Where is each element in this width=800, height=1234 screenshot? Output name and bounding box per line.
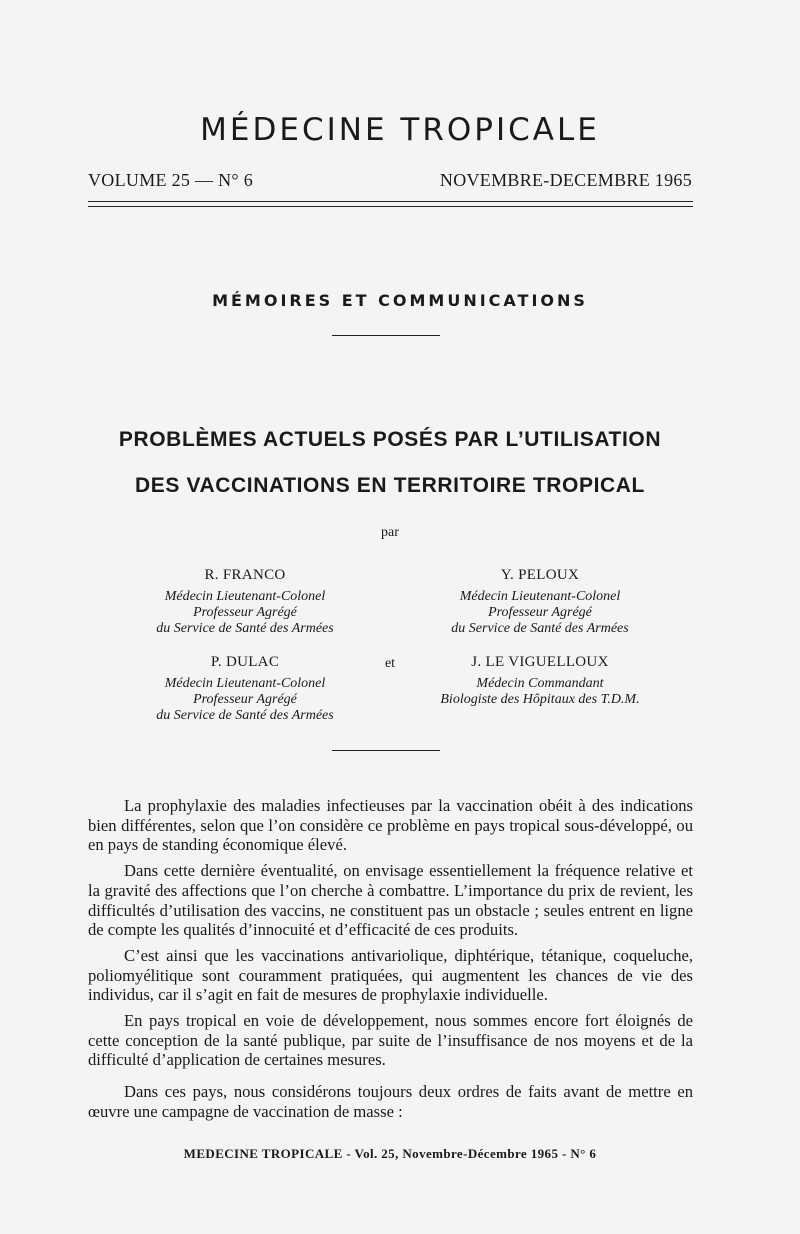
body-paragraph: Dans ces pays, nous considérons toujours deux ordres de faits avant de mettre en œuvre une campagne de vaccination de masse : (88, 1082, 693, 1121)
body-paragraph: C’est ainsi que les vaccinations antivariolique, diphtérique, tétanique, coqueluche, poliomyélitique sont couramment pratiquées, qui augmentent les chances de vie des individus, car il s’agit en fait de mesures de prophylaxie individuelle. (88, 945, 693, 1005)
body-paragraph: La prophylaxie des maladies infectieuses par la vaccination obéit à des indications bien différentes, selon que l’on considère ce problème en pays tropical sous-développé, ou en pays de standing économique élevé. (88, 796, 693, 855)
author-role: Biologiste des Hôpitaux des T.D.M. (440, 692, 640, 707)
author-block (400, 654, 680, 708)
article-body (88, 796, 693, 1128)
author-role: du Service de Santé des Armées (156, 621, 334, 636)
and-label: et (384, 656, 396, 671)
author-name: R. FRANCO (204, 567, 286, 583)
author-block (110, 654, 380, 724)
author-role: Professeur Agrégé (193, 692, 297, 707)
body-paragraph: En pays tropical en voie de développement, nous sommes encore fort éloignés de cette conception de la santé publique, par suite de l’insuffisance de nos moyens et de la difficulté d’application de certaines mesures. (88, 1011, 693, 1070)
author-block (400, 567, 680, 637)
author-name: J. LE VIGUELLOUX (471, 654, 609, 670)
article-title-line-1: PROBLÈMES ACTUELS POSÉS PAR L’UTILISATION (118, 428, 662, 451)
author-role: Médecin Commandant (476, 676, 604, 691)
author-role: Médecin Lieutenant-Colonel (164, 676, 326, 691)
section-heading: MÉMOIRES ET COMMUNICATIONS (212, 291, 588, 310)
page-footer: MEDECINE TROPICALE - Vol. 25, Novembre-Décembre 1965 - N° 6 (183, 1146, 597, 1161)
author-role: du Service de Santé des Armées (156, 708, 334, 723)
author-block (110, 567, 380, 637)
author-role: Professeur Agrégé (488, 605, 592, 620)
by-label: par (381, 525, 399, 540)
volume-number: VOLUME 25 — N° 6 (88, 170, 253, 190)
author-role: du Service de Santé des Armées (451, 621, 629, 636)
body-paragraph: Dans cette dernière éventualité, on envisage essentiellement la fréquence relative et la gravité des affections que l’on cherche à combattre. L’importance du prix de revient, les difficultés d’utilisation des vaccins, ne constituent pas un obstacle ; seules entrent en ligne de compte les qualités d’innocuité et d’efficacité de ces produits. (88, 861, 693, 940)
author-name: Y. PELOUX (500, 567, 580, 583)
author-role: Médecin Lieutenant-Colonel (459, 589, 621, 604)
author-role: Professeur Agrégé (193, 605, 297, 620)
divider-rule (332, 750, 440, 751)
divider-rule (332, 335, 440, 336)
article-title-line-2: DES VACCINATIONS EN TERRITOIRE TROPICAL (135, 474, 645, 497)
header-double-rule (88, 201, 693, 207)
author-role: Médecin Lieutenant-Colonel (164, 589, 326, 604)
issue-date: NOVEMBRE-DECEMBRE 1965 (439, 170, 692, 190)
journal-title: MÉDECINE TROPICALE (200, 112, 600, 148)
author-name: P. DULAC (210, 654, 280, 670)
